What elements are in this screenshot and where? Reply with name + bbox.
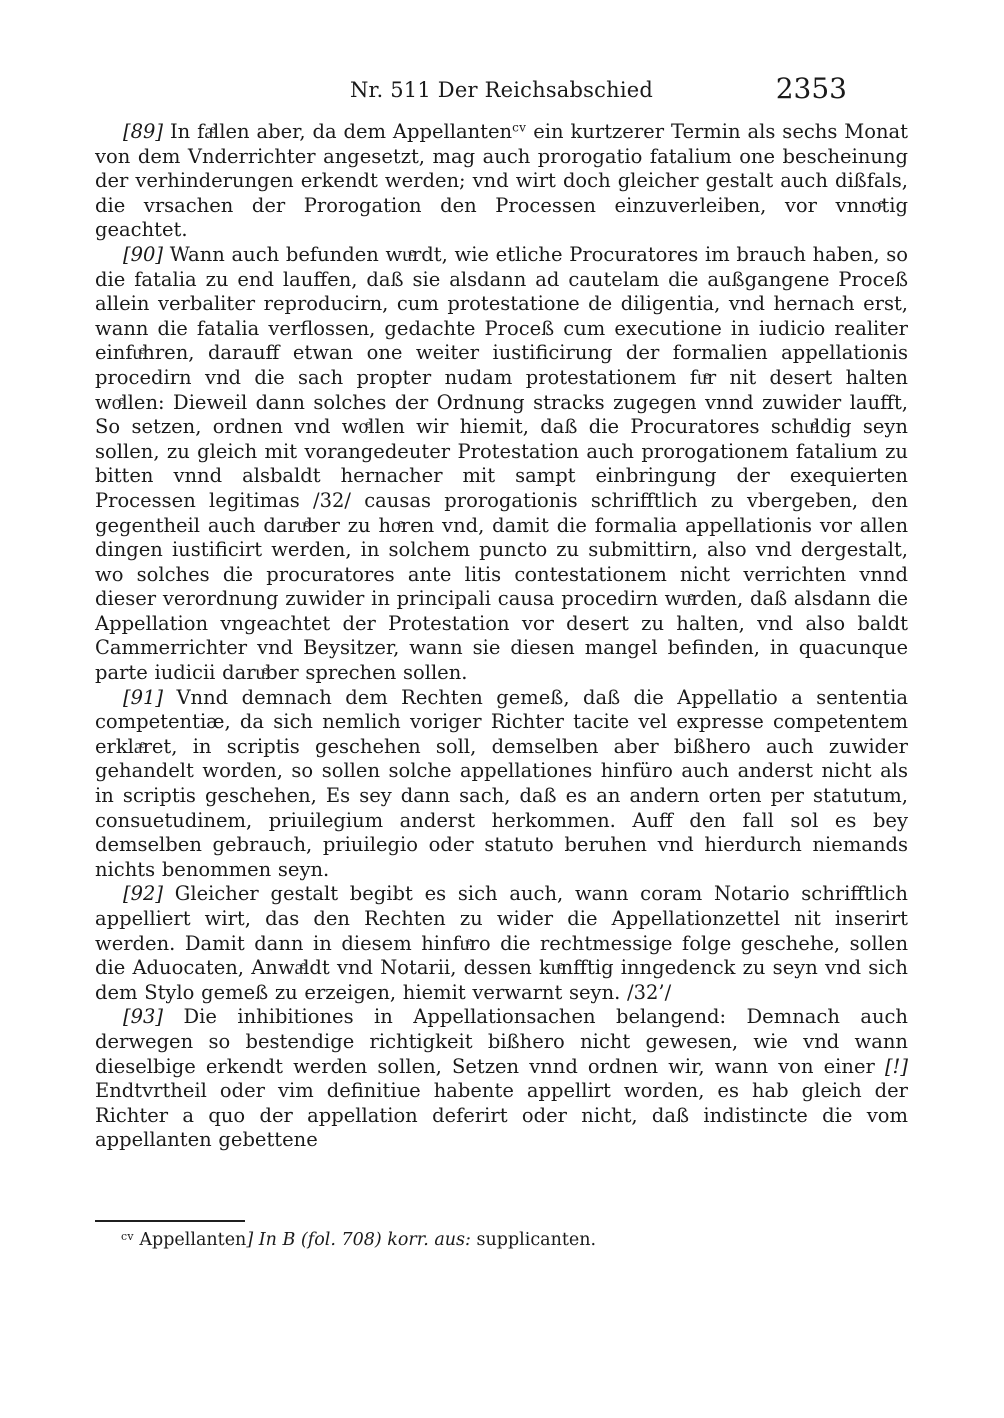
- text-block: [95, 72, 908, 1153]
- paragraph-number: [89]: [123, 120, 164, 143]
- footnote-separator-rule: [95, 1220, 245, 1222]
- paragraph-text: Wann auch befunden wuͤrdt, wie etliche Procuratores im brauch haben, so die fatalia zu end lauffen, daß sie alsdann ad cautelam die außgangene Proceß allein verbaliter reproducirn, cum protestatione de diligentia, vnd hernach erst, wann die fatalia verflossen, gedachte Proceß cum executione in iudicio realiter einfuͤhren, darauff etwan one weiter iustificirung der formalien appellationis procedirn vnd die sach propter nudam protestationem fuͤr nit desert halten woͤllen: Dieweil dann solches der Ordnung stracks zugegen vnnd zuwider laufft, So setzen, ordnen vnd woͤllen wir hiemit, daß die Procuratores schuͤldig seyn sollen, zu gleich mit vorangedeuter Protestation auch prorogationem fatalium zu bitten vnnd alsbaldt hernacher mit sampt einbringung der exequierten Processen legitimas /32/ causas prorogationis schrifftlich zu vbergeben, den gegentheil auch daruͤber zu hoͤren vnd, damit die formalia appellationis vor allen dingen iustificirt werden, in solchem puncto zu submittirn, also vnd dergestalt, wo solches die procuratores ante litis contestationem nicht verrichten vnnd dieser verordnung zuwider in principali causa procedirn wuͤrden, daß alsdann die Appellation vngeachtet der Protestation vor desert zu halten, vnd also baldt Cammerrichter vnd Beysitzer, wann sie diesen mangel befinden, in quacunque parte iudicii daruͤber sprechen sollen.: [95, 242, 908, 685]
- paragraph-number: [92]: [123, 882, 164, 906]
- footnote-reading: supplicanten.: [470, 1230, 597, 1250]
- footnote-area: [95, 1220, 908, 1251]
- paragraph-text: Die inhibitiones in Appellationsachen belangend: Demnach auch derwegen so bestendige richtigkeit bißhero nicht gewesen, wie vnd wann dieselbige erkendt werden sollen, Setzen vnnd ordnen wir, wann von einer: [95, 1005, 908, 1078]
- paragraph-number: [93]: [123, 1005, 164, 1029]
- sic-marker: [!]: [884, 1054, 908, 1078]
- paragraph-93: [95, 1005, 908, 1153]
- footnote-lemma: Appellanten: [133, 1230, 247, 1250]
- footnote-reference-cv: cv: [512, 120, 527, 135]
- page-header: [95, 72, 908, 106]
- paragraph-text: Vnnd demnach dem Rechten gemeß, daß die Appellatio a sententia competentiæ, da sich nemlich voriger Richter tacite vel expresse competentem erklaͤret, in scriptis geschehen soll, demselben aber bißhero auch zuwider gehandelt worden, so sollen solche appellationes hinfüro auch anderst nicht als in scriptis geschehen, Es sey dann sach, daß es an andern orten per statutum, consuetudinem, priuilegium anderst herkommen. Auff den fall sol es bey demselben gebrauch, priuilegio oder statuto beruhen vnd hierdurch niemands nichts benommen seyn.: [95, 685, 908, 881]
- paragraph-number: [90]: [123, 242, 164, 266]
- paragraph-text: ein kurtzerer Termin als sechs Monat von dem Vnderrichter angesetzt, mag auch prorogatio fatalium one bescheinung der verhinderungen erkendt werden; vnd wirt doch gleicher gestalt auch dißfals, die vrsachen der Prorogation den Processen einzuverleiben, vor vnnoͤtig geachtet.: [95, 120, 908, 242]
- footnote-apparatus-note: ] In B (fol. 708) korr. aus:: [246, 1230, 471, 1250]
- footnote: [95, 1229, 908, 1251]
- paragraph-text: Gleicher gestalt begibt es sich auch, wann coram Notario schrifftlich appelliert wirt, das den Rechten zu wider die Appellationzettel nit inserirt werden. Damit dann in diesem hinfuͤro die rechtmessige folge geschehe, sollen die Aduocaten, Anwaͤldt vnd Notarii, dessen kuͤnfftig inngedenck zu seyn vnd sich dem Stylo gemeß zu erzeigen, hiemit verwarnt seyn. /32’/: [95, 882, 908, 1004]
- paragraph-91: [95, 686, 908, 883]
- paragraph-number: [91]: [123, 685, 164, 709]
- paragraph-90: [95, 243, 908, 686]
- paragraph-92: [95, 882, 908, 1005]
- running-title: Nr. 511 Der Reichsabschied: [349, 78, 654, 102]
- body-text: [95, 120, 908, 1153]
- paragraph-89: [95, 120, 908, 243]
- page-number: 2353: [775, 72, 847, 105]
- footnote-marker-cv: cv: [121, 1230, 134, 1244]
- paragraph-text: In faͤllen aber, da dem Appellanten: [163, 120, 513, 143]
- paragraph-text: Endtvrtheil oder vim definitiue habente appellirt worden, es hab gleich der Richter a quo der appellation deferirt oder nicht, daß indistincte die vom appellanten gebettene: [95, 1079, 908, 1152]
